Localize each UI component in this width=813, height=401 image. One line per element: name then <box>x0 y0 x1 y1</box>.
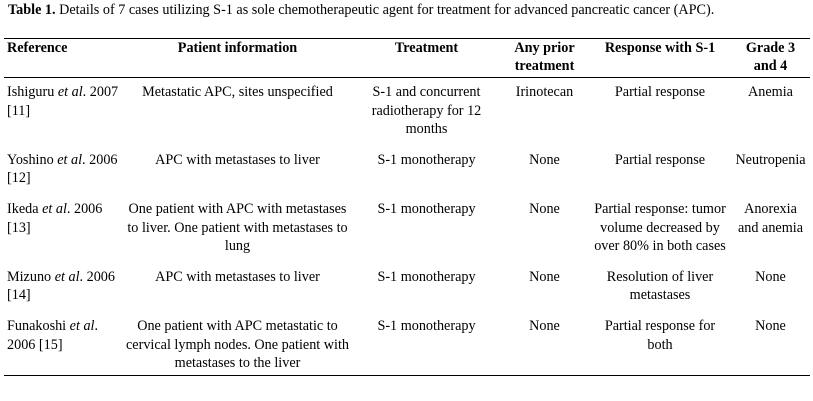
reference-year: . 2006 [13] <box>7 200 103 236</box>
patient-cell: APC with metastases to liver <box>155 268 320 285</box>
prior-treatment-cell: None <box>529 151 560 168</box>
author-name: Mizuno <box>7 268 52 285</box>
response-cell: Partial response <box>614 84 706 100</box>
grade-cell: None <box>755 268 786 285</box>
et-al: et al <box>69 317 95 334</box>
patient-cell: APC with metastases to liver <box>155 151 320 168</box>
author-name: Ikeda <box>7 200 39 217</box>
reference-year: . 2006 [14] <box>7 268 115 304</box>
et-al: et al <box>57 151 83 168</box>
prior-treatment-cell: None <box>529 200 560 217</box>
patient-cell: One patient with APC metastatic to cervical lymph nodes. One patient with metastases to the liver <box>122 312 353 375</box>
patient-cell: Metastatic APC, sites unspecified <box>142 84 333 100</box>
table-header-row <box>4 39 810 78</box>
et-al: et al <box>57 84 83 100</box>
reference-year: . 2006 [12] <box>7 151 118 187</box>
prior-treatment-cell: None <box>529 268 560 285</box>
table-row <box>4 78 810 146</box>
reference-year: . 2006 [15] <box>7 317 99 353</box>
et-al: et al <box>54 268 80 285</box>
table-label: Table 1. <box>8 2 56 18</box>
table-caption-text: Details of 7 cases utilizing S-1 as sole chemotherapeutic agent for treatment for advanced pancreatic cancer (APC). <box>55 2 715 18</box>
reference-year: . 2007 [11] <box>7 84 119 119</box>
treatment-cell: S-1 monotherapy <box>377 268 476 285</box>
grade-cell: Anorexia and anemia <box>738 200 803 236</box>
header-reference: Reference <box>4 39 122 78</box>
prior-treatment-cell: None <box>500 312 589 375</box>
author-name: Yoshino <box>7 151 54 168</box>
response-cell: Partial response for both <box>589 312 731 375</box>
reference-cell <box>4 263 122 312</box>
chemotherapy-cases-table <box>4 38 810 376</box>
grade-cell: Neutropenia <box>735 151 806 168</box>
et-al: et al <box>42 200 67 217</box>
table-caption <box>8 1 808 19</box>
table-row <box>4 263 810 312</box>
patient-cell: One patient with APC with metastases to liver. One patient with metastases to lung <box>127 200 348 255</box>
reference-cell <box>4 146 122 195</box>
response-cell: Resolution of liver metastases <box>606 268 714 304</box>
header-grade: Grade 3 and 4 <box>731 39 810 78</box>
table-row <box>4 312 810 375</box>
table-row <box>4 146 810 195</box>
reference-cell <box>4 78 122 146</box>
prior-treatment-cell: Irinotecan <box>515 84 574 100</box>
header-response: Response with S-1 <box>589 39 731 78</box>
response-cell: Partial response <box>614 151 706 168</box>
treatment-cell: S-1 monotherapy <box>353 312 500 375</box>
header-prior-treatment: Any prior treatment <box>500 39 589 78</box>
treatment-cell: S-1 and concurrent radiotherapy for 12 months <box>371 84 482 138</box>
author-name: Ishiguru <box>7 84 55 100</box>
reference-cell <box>4 195 122 263</box>
header-treatment: Treatment <box>353 39 500 78</box>
table-row <box>4 195 810 263</box>
response-cell: Partial response: tumor volume decreased by over 80% in both cases <box>594 200 726 255</box>
grade-cell: None <box>731 312 810 375</box>
treatment-cell: S-1 monotherapy <box>377 151 476 168</box>
author-name: Funakoshi <box>7 317 67 334</box>
grade-cell: Anemia <box>748 84 793 100</box>
header-patient-information: Patient information <box>122 39 353 78</box>
treatment-cell: S-1 monotherapy <box>377 200 476 217</box>
reference-cell <box>4 312 122 375</box>
